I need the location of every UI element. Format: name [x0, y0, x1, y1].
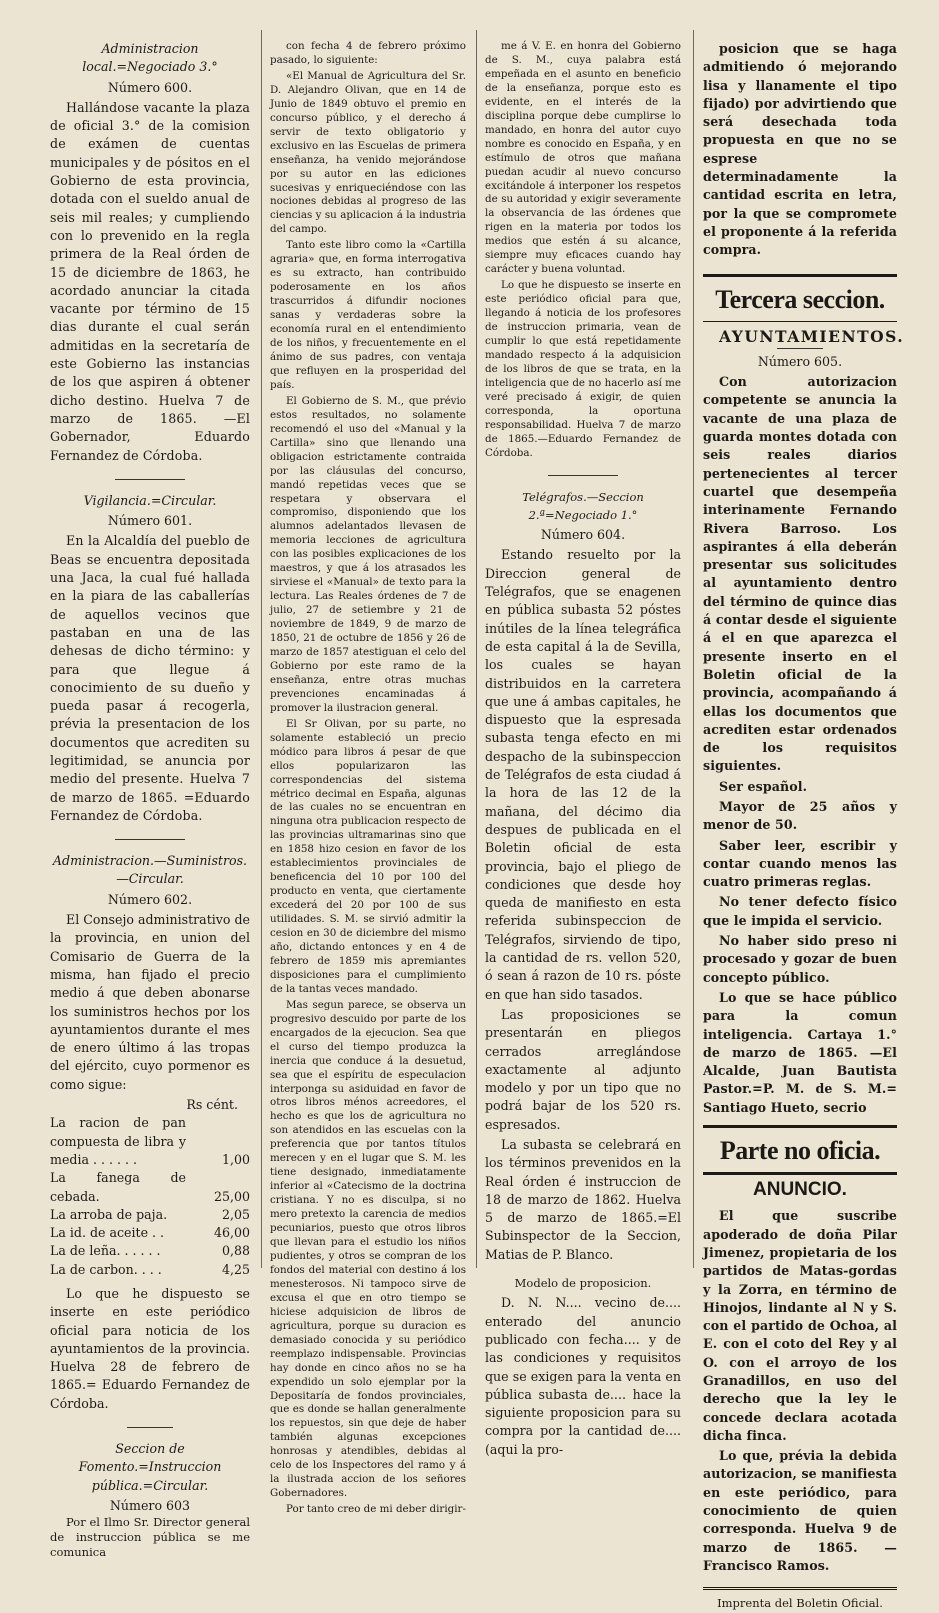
column-rule	[693, 30, 694, 1268]
paragraph: «El Manual de Agricultura del Sr. D. Alejandro Olivan, que en 14 de Junio de 1849 obtuvo el premio en concurso público, y el derecho á servir de texto obligatorio y exclusivo en las Escuelas de primera enseñanza, ha venido mejorándose por su autor en las ediciones sucesivas y enriqueciéndose con las nociones debidas al progreso de las ciencias y su aplicacion á la industria del campo.	[270, 69, 466, 236]
section-title: Tercera seccion.	[703, 274, 897, 322]
price-table	[50, 1096, 250, 1279]
notice-body: Lo que he dispuesto se inserte en este periódico oficial para noticia de los ayuntamientos de la provincia. Huelva 28 de febrero de 1865.= Eduardo Fernandez de Córdoba.	[50, 1286, 250, 1411]
section-heading: Telégrafos.—Seccion 2.ª=Negociado 1.°	[522, 489, 644, 522]
price-value: 1,00	[221, 1151, 250, 1167]
separator-rule	[115, 479, 185, 480]
notice-number: Número 602.	[107, 891, 193, 907]
price-value: 2,05	[221, 1206, 250, 1222]
paragraph: El Gobierno de S. M., que prévio estos resultados, no solamente recomendó el uso del «Manual y la Cartilla» sino que llenando una obligacion estrictamente contraida por las cláusulas del concurso, mandó repetidas veces que se respetara y observara el compromiso, disponiendo que los alumnos adelantados llevasen de memoria lecciones de agricultura con las posibles explicaciones de los maestros, y que á los atrasados les sirviese el «Manual» de texto para la lectura. Las Reales órdenes de 7 de julio, 27 de setiembre y 21 de noviembre de 1849, 9 de marzo de 1850, 21 de octubre de 1856 y 26 de marzo de 1857 atestiguan el celo del Gobierno por este ramo de la enseñanza, entre otras muchas prevenciones encaminadas á promover la ilustracion general.	[270, 394, 466, 714]
notice-number: Número 600.	[107, 79, 193, 95]
price-row	[50, 1206, 250, 1224]
section-title: Parte no oficia.	[703, 1125, 897, 1175]
price-label: La fanega de cebada.	[50, 1170, 186, 1204]
notice-body: Por el Ilmo Sr. Director general de instruccion pública se me comunica	[50, 1515, 250, 1560]
notice-body: En la Alcaldía del pueblo de Beas se encuentra depositada una Jaca, la cual fué hallada en la piara de las caballerías de aquellos vecinos que pastaban en una de las dehesas de dicho término: y para que llegue á conocimiento de su dueño y pueda pasar á recogerla, prévia la presentacion de los documentos que acrediten su legitimidad, se anuncia por medio del presente. Huelva 7 de marzo de 1865. =Eduardo Fernandez de Córdoba.	[50, 533, 250, 823]
notice-body: El Consejo administrativo de la provincia, en union del Comisario de Guerra de la misma, han fijado el precio medio á que deben abonarse los suministros hechos por los ayuntamientos durante el mes de enero último á las tropas del ejército, cuyo pormenor es como sigue:	[50, 912, 250, 1092]
paragraph: Lo que he dispuesto se inserte en este periódico oficial para que, llegando á noticia de los profesores de instruccion primaria, vean de cumplir lo que está repetidamente mandado respecto á la adquisicion de los libros de que se trata, en la inteligencia que de no hacerlo así me veré precisado á exigir, de quien corresponda, la oportuna responsabilidad. Huelva 7 de marzo de 1865.—Eduardo Fernandez de Córdoba.	[485, 279, 681, 459]
column-3	[485, 40, 681, 1457]
notice-number: Número 601.	[107, 513, 193, 529]
notice-number: Número 605.	[757, 353, 843, 369]
separator-rule	[127, 1427, 173, 1428]
announcement-body: Lo que, prévia la debida autorizacion, se manifiesta en este periódico, para conocimiento de quien corresponda. Huelva 9 de marzo de 1865. —Francisco Ramos.	[703, 1448, 897, 1573]
requirement: Saber leer, escribir y contar cuando menos las cuatro primeras reglas.	[703, 837, 897, 890]
price-row	[50, 1224, 250, 1242]
paragraph: Mas segun parece, se observa un progresivo descuido por parte de los encargados de la ejecucion. Sea que el curso del tiempo produzca la inercia que conduce á la desuetud, sea que el espíritu de especulacion interponga su asiduidad en favor de otros libros ménos acreedores, el hecho es que los de agricultura no son atendidos en las escuelas con la preferencia que por tantos títulos merecen y en el lugar que S. M. les tiene designado, inmediatamente inferior al «Catecismo de la doctrina cristiana. Y no es disculpa, si no mero pretexto la carencia de medios pecuniarios, puesto que otros libros que llevan para el estudio los niños pudientes, y otros se compran de los fondos del material con destino á los menesterosos. Ni tampoco sirve de excusa el que en otro tiempo se hiciese adquisicion de libros de agricultura, porque su duracion es demasiado conocida y su periódico reemplazo indispensable. Provincias hay donde en cinco años no se ha expendido un solo ejemplar por la Depositaría de fondos provinciales, que es donde se hallan generalmente los repuestos, sin que deje de haber también algunas excepciones honrosas y atendibles, debidas al celo de los Inspectores del ramo y á la ilustrada accion de los señores Gobernadores.	[270, 998, 466, 1500]
notice-number: Número 604.	[540, 527, 626, 543]
paragraph: me á V. E. en honra del Gobierno de S. M., cuya palabra está empeñada en el asunto en beneficio de la enseñanza, porque esto es evidente, en el interés de la disciplina porque debe cumplirse lo mandado, en honra del autor cuyo nombre es conocido en España, y en estímulo de otros que mañana puedan acudir al nuevo concurso excitándole á interponer los respetos de su autoridad y exigir severamente la observancia de las órdenes que rigen en la materia por todos los medios que estén á su alcance, siempre muy eficaces cuando hay carácter y buena voluntad.	[485, 40, 681, 276]
column-1	[50, 40, 250, 1560]
separator-rule	[548, 475, 618, 476]
column-2	[270, 40, 466, 1516]
requirement: Ser español.	[719, 778, 808, 794]
model-body: D. N. N.... vecino de.... enterado del anuncio publicado con fecha.... y de las condiciones y requisitos que se exigen para la venta en pública subasta de.... hace la siguiente proposicion para su compra por la cantidad de.... (aqui la pro-	[485, 1295, 681, 1457]
requirement: No haber sido preso ni procesado y gozar de buen concepto público.	[703, 933, 897, 985]
section-heading: Administracion.—Suministros.—Circular.	[52, 853, 248, 887]
price-row	[50, 1261, 250, 1279]
section-heading: Administracion local.=Negociado 3.°	[82, 41, 218, 75]
price-label: La arroba de paja.	[50, 1206, 168, 1222]
requirement: Mayor de 25 años y menor de 50.	[703, 798, 897, 833]
section-heading: Seccion de Fomento.=Instruccion pública.=Circular.	[78, 1441, 222, 1493]
price-value: 46,00	[213, 1225, 250, 1241]
notice-body: Estando resuelto por la Direccion general de Telégrafos, que se enagenen en pública subasta 52 póstes inútiles de la línea telegráfica de esta capital á la de Sevilla, los cuales se hayan distribuidos en la carretera que une á ambas capitales, he dispuesto que la espresada subasta tenga efecto en mi despacho de la subinspeccion de Telégrafos de esta ciudad á la hora de las 12 de la mañana, del décimo dia despues de publicada en el Boletin oficial de esta provincia, bajo el pliego de condiciones que desde hoy queda de manifiesto en esta referida subinspeccion de Telégrafos, sirviendo de tipo, la cantidad de rs. vellon 520, ó sean á razon de 10 rs. póste en que han sido tasados.	[485, 547, 681, 1002]
price-table-header: Rs cént.	[186, 1097, 238, 1113]
price-row	[50, 1169, 250, 1206]
paragraph: Por tanto creo de mi deber dirigir-	[286, 1503, 466, 1516]
price-row	[50, 1114, 250, 1169]
notice-body: Hallándose vacante la plaza de oficial 3.° de la comision de exámen de cuentas municipales y de pósitos en el Gobierno de esta provincia, dotada con el sueldo anual de seis mil reales; y cumpliendo con lo prevenido en la regla primera de la Real órden de 15 de diciembre de 1863, he acordado anunciar la citada vacante por término de 15 dias durante el cual serán admitidas en la secretaría de este Gobierno las instancias de los que aspiren á obtener dicho destino. Huelva 7 de marzo de 1865. —El Gobernador, Eduardo Fernandez de Córdoba.	[50, 99, 250, 463]
printer-imprint: Imprenta del Boletin Oficial.	[703, 1587, 897, 1612]
column-rule	[476, 30, 477, 1268]
model-heading: Modelo de proposicion.	[514, 1276, 652, 1291]
notice-body: Con autorizacion competente se anuncia la vacante de una plaza de guarda montes dotada con seis reales diarios pertenecientes al tercer cuartel que desempeña interinamente Fernando Rivera Barroso. Los aspirantes á ella deberán presentar sus solicitudes al ayuntamiento dentro del término de quince dias á contar desde el siguiente á el en que aparezca el presente inserto en el Boletin oficial de la provincia, acompañando á ellas los documentos que acrediten estar ordenados de los requisitos siguientes.	[703, 374, 897, 774]
notice-number: Número 603	[109, 1497, 191, 1513]
announcement-title: ANUNCIO.	[753, 1179, 847, 1201]
price-label: La id. de aceite . .	[50, 1225, 165, 1241]
price-label: La racion de pan compuesta de libra y media . . . . . .	[50, 1115, 186, 1167]
price-value: 25,00	[213, 1188, 250, 1204]
section-heading: Vigilancia.=Circular.	[83, 492, 217, 508]
notice-body: Lo que se hace público para la comun inteligencia. Cartaya 1.° de marzo de 1865. —El Alcalde, Juan Bautista Pastor.=P. M. de S. M.= Santiago Hueto, secrio	[703, 989, 897, 1115]
paragraph: Tanto este libro como la «Cartilla agraria» que, en forma interrogativa es su extracto, han contribuido poderosamente en los años trascurridos á difundir nociones sanas y verdaderas sobre la economía rural en el entendimiento de los niños, y frecuentemente en el ánimo de sus padres, con ventaja que refluyen en la prosperidad del país.	[270, 239, 466, 391]
price-label: La de leña. . . . . .	[50, 1243, 161, 1259]
paragraph: con fecha 4 de febrero próximo pasado, lo siguiente:	[270, 40, 466, 66]
price-row	[50, 1242, 250, 1260]
paragraph: El Sr Olivan, por su parte, no solamente estableció un precio módico para libros á pesar de que ellos popularizaron las correspondencias del sistema métrico decimal en España, algunas de las cuales no se encuentran en ninguna otra publicacion respecto de las provincias ultramarinas sino que en 1858 hizo cesion en favor de los establecimientos provinciales de beneficencia del 10 por 100 del producto en venta, que ciertamente excederá del 20 por 100 de sus utilidades. S. M. se sirvió admitir la cesion en 30 de diciembre del mismo año, dictando entonces y en 4 de febrero de 1859 mis apremiantes disposiciones para el cumplimiento de la tantas veces mandado.	[270, 717, 466, 995]
notice-body: Las proposiciones se presentarán en pliegos cerrados arreglándose exactamente al adjunto modelo y por un tipo que no podrá bajar de los 520 rs. espresados.	[485, 1006, 681, 1132]
announcement-body: El que suscribe apoderado de doña Pilar Jimenez, propietaria de los partidos de Matas-gordas y la Zorra, en término de Hinojos, lindante al N y S. con el partido de Ochoa, al E. con el coto del Rey y al O. con el arroyo de los Granadillos, en uso del derecho que la ley le concede declara acotada dicha finca.	[703, 1208, 897, 1443]
column-4	[703, 40, 905, 1611]
price-value: 4,25	[221, 1261, 250, 1277]
column-rule	[261, 30, 262, 1268]
separator-rule	[115, 839, 185, 840]
paragraph: posicion que se haga admitiendo ó mejorando lisa y llanamente el tipo fijado) por advirtiendo que será desechada toda propuesta en que no se esprese determinadamente la cantidad escrita en letra, por la que se compromete el proponente á la referida compra.	[703, 41, 897, 258]
notice-body: La subasta se celebrará en los términos prevenidos en la Real órden é instruccion de 18 de marzo de 1862. Huelva 5 de marzo de 1865.=El Subinspector de la Seccion, Matias de P. Blanco.	[485, 1136, 681, 1262]
requirement: No tener defecto físico que le impida el servicio.	[703, 894, 897, 928]
price-value: 0,88	[221, 1243, 250, 1259]
subsection-title: AYUNTAMIENTOS.	[719, 326, 905, 346]
price-label: La de carbon. . . .	[50, 1261, 162, 1277]
separator-rule	[777, 348, 823, 349]
